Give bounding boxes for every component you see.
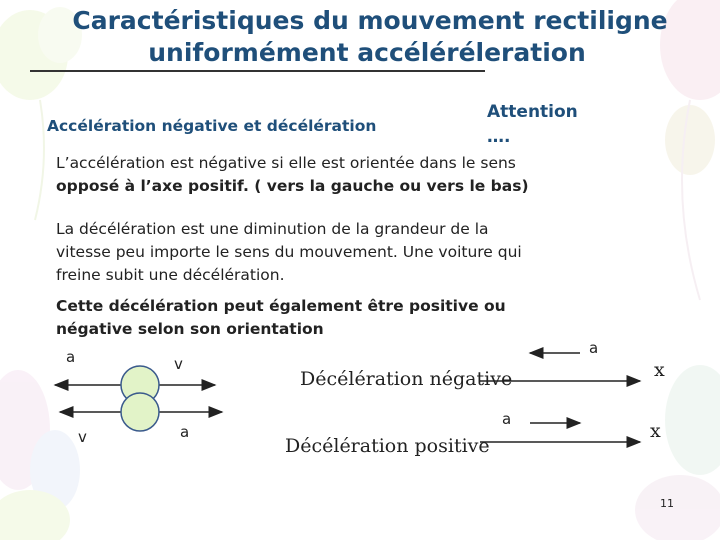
paragraph2-line2: vitesse peu importe le sens du mouvement. Une voiture qui <box>56 243 522 261</box>
paragraph-negative-acceleration <box>56 152 529 198</box>
attention-line1: Attention <box>487 102 578 122</box>
attention-note <box>487 100 578 150</box>
diagram2-axis-label-x: x <box>650 420 661 442</box>
subtitle: Accélération négative et décélération <box>47 117 377 135</box>
paragraph1-line2: opposé à l’axe positif. ( vers la gauche ou vers le bas) <box>56 177 529 195</box>
paragraph3-line1: Cette décélération peut également être positive ou <box>56 297 506 315</box>
paragraph3-line2: négative selon son orientation <box>56 320 324 338</box>
paragraph2-line3: freine subit une décélération. <box>56 266 285 284</box>
page-number: 11 <box>660 497 674 510</box>
paragraph-orientation <box>56 295 506 341</box>
diagram2-label-v: v <box>78 428 87 446</box>
diagram1-axis-label-x: x <box>654 359 665 381</box>
diagram1-axis-label-a: a <box>589 339 599 357</box>
diagram1-label-a: a <box>66 348 76 366</box>
slide-title-line1: Caractéristiques du mouvement rectiligne <box>72 6 668 35</box>
paragraph2-line1: La décélération est une diminution de la grandeur de la <box>56 220 489 238</box>
paragraph-deceleration <box>56 218 522 287</box>
diagram1-caption: Décélération négative <box>300 368 513 390</box>
diagram2-axis-label-a: a <box>502 410 512 428</box>
diagram2-caption: Décélération positive <box>285 435 490 457</box>
diagram2-ball <box>121 393 159 431</box>
slide-title-line2: uniformément accéléréleration <box>148 38 586 67</box>
title-underline <box>30 70 485 72</box>
diagram2-label-a: a <box>180 423 190 441</box>
attention-line2: …. <box>487 127 511 147</box>
diagram1-label-v: v <box>174 355 183 373</box>
paragraph1-line1: L’accélération est négative si elle est orientée dans le sens <box>56 154 516 172</box>
